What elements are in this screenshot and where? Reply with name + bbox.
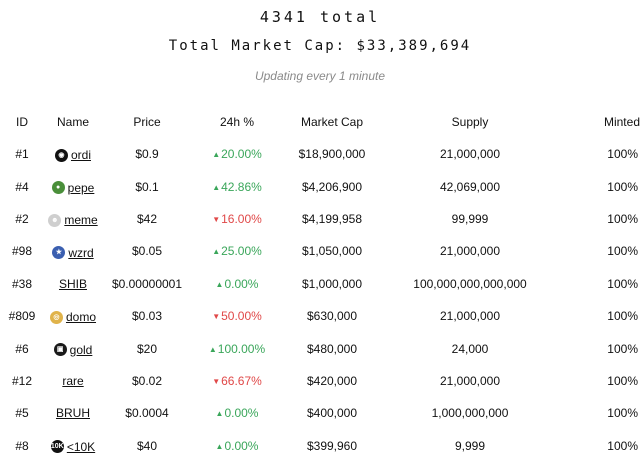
token-name-link[interactable]: <10K [66, 439, 96, 454]
column-header-name[interactable]: Name [56, 115, 89, 129]
token-supply: 1,000,000,000 [431, 406, 509, 421]
token-name-link[interactable]: domo [65, 310, 97, 325]
token-id: #4 [15, 179, 29, 194]
table-header-row [0, 106, 640, 138]
column-header-market-cap[interactable]: Market Cap [300, 115, 364, 129]
table-row[interactable] [0, 138, 640, 170]
token-market-cap: $4,199,958 [301, 211, 363, 226]
total-count: 4341 total [259, 8, 381, 26]
triangle-down-icon: ▼ [212, 312, 221, 322]
token-name-link[interactable]: meme [64, 213, 98, 228]
token-price: $0.05 [131, 244, 163, 259]
token-id: #6 [15, 341, 29, 356]
token-market-cap: $18,900,000 [298, 147, 366, 162]
column-header-id[interactable]: ID [16, 115, 28, 129]
pepe-frog-icon: ● [52, 181, 65, 194]
token-supply: 21,000,000 [439, 309, 501, 324]
triangle-up-icon: ▲ [215, 409, 224, 419]
column-header-price[interactable]: Price [133, 115, 161, 129]
token-change: 42.86% [221, 179, 262, 194]
token-minted: 100% [607, 309, 638, 324]
token-id: #8 [15, 438, 29, 453]
token-market-cap: $399,960 [306, 438, 358, 453]
token-id: #2 [15, 211, 29, 226]
token-market-cap: $630,000 [306, 309, 358, 324]
token-change: 0.00% [224, 406, 259, 421]
triangle-up-icon: ▲ [208, 344, 217, 354]
triangle-up-icon: ▲ [215, 441, 224, 451]
meme-icon: ☻ [48, 214, 61, 227]
token-supply: 21,000,000 [439, 373, 501, 388]
table-row[interactable] [0, 365, 640, 397]
token-change: 16.00% [221, 211, 262, 226]
token-name-link[interactable]: SHIB [58, 276, 87, 291]
token-change: 25.00% [221, 244, 262, 259]
token-minted: 100% [607, 438, 638, 453]
token-price: $0.03 [131, 309, 163, 324]
token-price: $20 [136, 341, 158, 356]
triangle-up-icon: ▲ [212, 182, 221, 192]
token-minted: 100% [607, 211, 638, 226]
token-minted: 100% [607, 276, 638, 291]
token-price: $0.9 [135, 147, 159, 162]
token-change: 0.00% [224, 438, 259, 453]
token-change: 20.00% [221, 147, 262, 162]
token-minted: 100% [607, 373, 638, 388]
token-minted: 100% [607, 341, 638, 356]
token-market-cap: $480,000 [306, 341, 358, 356]
column-header-minted[interactable]: Minted [603, 115, 640, 129]
triangle-down-icon: ▼ [212, 376, 221, 386]
token-price: $40 [136, 438, 158, 453]
token-supply: 42,069,000 [439, 179, 501, 194]
table-row[interactable] [0, 170, 640, 202]
triangle-up-icon: ▲ [212, 247, 221, 257]
token-change: 100.00% [217, 341, 266, 356]
triangle-down-icon: ▼ [212, 214, 221, 224]
token-price: $42 [136, 211, 158, 226]
table-row[interactable] [0, 268, 640, 300]
token-price: $0.1 [135, 179, 159, 194]
domo-coin-icon: ◎ [50, 311, 63, 324]
token-id: #98 [11, 244, 33, 259]
token-name-link[interactable]: BRUH [55, 406, 90, 421]
token-market-cap: $1,050,000 [301, 244, 363, 259]
table-row[interactable] [0, 430, 640, 462]
token-supply: 9,999 [454, 438, 486, 453]
token-price: $0.0004 [125, 406, 169, 421]
token-name-link[interactable]: rare [62, 373, 84, 388]
token-id: #38 [11, 276, 33, 291]
token-id: #5 [15, 406, 29, 421]
token-change: 50.00% [221, 309, 262, 324]
token-name-link[interactable]: gold [69, 342, 93, 357]
token-change: 66.67% [221, 373, 262, 388]
token-supply: 24,000 [451, 341, 489, 356]
token-id: #12 [11, 373, 33, 388]
ordi-icon: ◉ [55, 149, 68, 162]
token-supply: 100,000,000,000,000 [413, 276, 527, 291]
token-table [0, 106, 640, 462]
token-minted: 100% [607, 147, 638, 162]
token-market-cap: $420,000 [306, 373, 358, 388]
table-row[interactable] [0, 397, 640, 429]
token-price: $0.02 [131, 373, 163, 388]
token-id: #809 [8, 309, 36, 324]
column-header-supply[interactable]: Supply [451, 115, 489, 129]
gold-icon: ▣ [54, 343, 67, 356]
10k-icon: 10K [51, 440, 64, 453]
triangle-up-icon: ▲ [215, 279, 224, 289]
column-header-change[interactable]: 24h % [219, 115, 255, 129]
update-interval-note: Updating every 1 minute [254, 69, 386, 83]
table-row[interactable] [0, 203, 640, 235]
token-market-cap: $400,000 [306, 406, 358, 421]
total-market-cap: Total Market Cap: $33,389,694 [168, 38, 472, 54]
token-name-link[interactable]: wzrd [68, 245, 94, 260]
token-market-cap: $1,000,000 [301, 276, 363, 291]
table-row[interactable] [0, 300, 640, 332]
token-name-link[interactable]: pepe [67, 180, 95, 195]
token-change: 0.00% [224, 276, 259, 291]
token-supply: 99,999 [451, 211, 489, 226]
token-supply: 21,000,000 [439, 244, 501, 259]
token-minted: 100% [607, 244, 638, 259]
wizard-icon: ★ [52, 246, 65, 259]
token-price: $0.00000001 [111, 276, 183, 291]
token-supply: 21,000,000 [439, 147, 501, 162]
token-minted: 100% [607, 406, 638, 421]
table-row[interactable] [0, 332, 640, 364]
token-minted: 100% [607, 179, 638, 194]
token-market-cap: $4,206,900 [301, 179, 363, 194]
token-id: #1 [15, 147, 29, 162]
table-row[interactable] [0, 235, 640, 267]
triangle-up-icon: ▲ [212, 150, 221, 160]
token-name-link[interactable]: ordi [70, 148, 91, 163]
